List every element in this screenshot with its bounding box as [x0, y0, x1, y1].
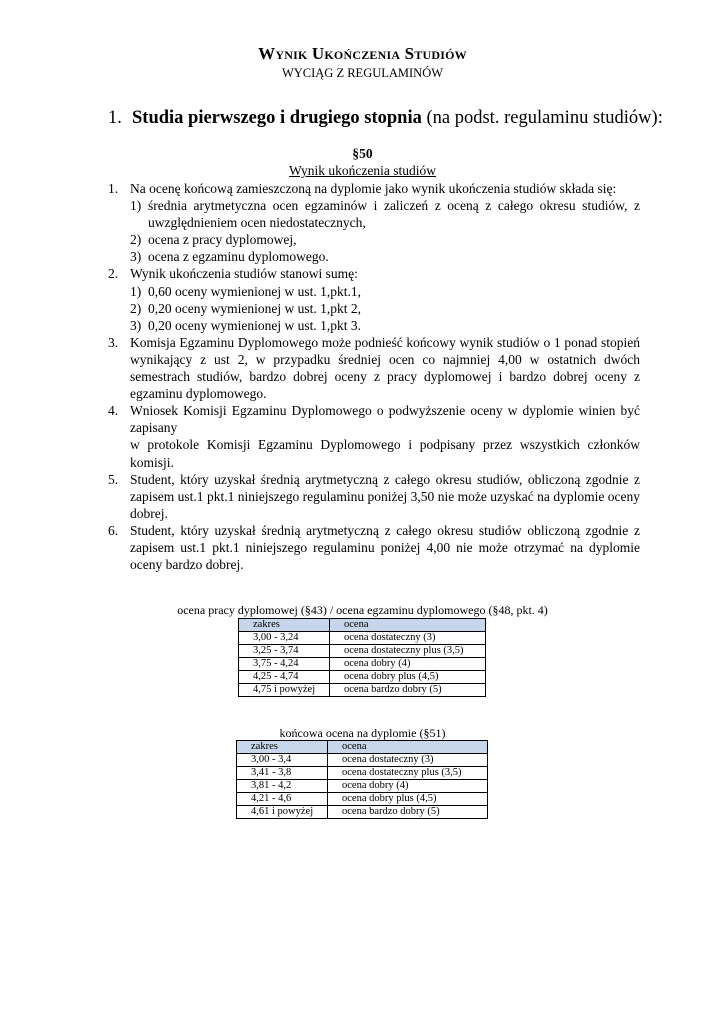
section-heading	[108, 108, 668, 129]
section-number: 1.	[108, 108, 122, 128]
regulation-list	[108, 180, 640, 573]
sub-item-text: 0,60 oceny wymienionej w ust. 1,pkt.1,	[148, 283, 361, 299]
table-row	[237, 806, 488, 819]
list-item	[108, 402, 640, 470]
item-text: Wynik ukończenia studiów stanowi sumę:	[130, 266, 358, 282]
grade-cell: ocena dobry (4)	[330, 658, 486, 671]
item-number: 3.	[108, 334, 119, 350]
range-cell: 3,81 - 4,2	[237, 780, 328, 793]
thesis-grade-table	[238, 618, 486, 697]
range-cell: 4,61 i powyżej	[237, 806, 328, 819]
item-text: Student, który uzyskał średnią arytmetyczną z całego okresu studiów, obliczoną zgodnie z zapisem ust.1 pkt.1 niniejszego regulaminu poniżej 3,50 nie może uzyskać na dyplomie oceny dobrej.	[130, 471, 640, 521]
paragraph-number: §50	[352, 146, 373, 161]
grade-cell: ocena dobry plus (4,5)	[330, 671, 486, 684]
sub-item	[130, 317, 640, 334]
sub-item-text: ocena z pracy dyplomowej,	[148, 232, 297, 248]
table-row	[237, 754, 488, 767]
table1-caption: ocena pracy dyplomowej (§43) / ocena egzaminu dyplomowego (§48, pkt. 4)	[177, 603, 548, 617]
sub-item-number: 3)	[130, 317, 142, 333]
table-row	[239, 632, 486, 645]
final-grade-table	[236, 740, 488, 819]
item-text: Student, który uzyskał średnią arytmetyczną z całego okresu studiów obliczoną zgodnie z zapisem ust.1 pkt.1 niniejszego regulaminu poniżej 4,00 nie może otrzymać na dyplomie oceny bardzo dobrej.	[130, 522, 640, 573]
sub-item-number: 2)	[130, 232, 142, 248]
range-cell: 3,75 - 4,24	[239, 658, 330, 671]
document-title: Wynik Ukończenia Studiów	[258, 44, 467, 63]
sub-item	[130, 283, 640, 300]
table-row	[239, 658, 486, 671]
list-item	[108, 334, 640, 402]
item-number: 2.	[108, 266, 119, 282]
range-cell: 4,21 - 4,6	[237, 793, 328, 806]
sub-item-number: 1)	[130, 283, 142, 299]
table-row	[239, 645, 486, 658]
sub-item-text: ocena z egzaminu dyplomowego.	[148, 249, 329, 265]
range-cell: 4,75 i powyżej	[239, 684, 330, 697]
table-row	[237, 767, 488, 780]
list-item	[108, 180, 640, 265]
range-cell: 3,00 - 3,4	[237, 754, 328, 767]
item-number: 1.	[108, 181, 119, 196]
grade-cell: ocena bardzo dobry (5)	[328, 806, 488, 819]
range-cell: 3,25 - 3,74	[239, 645, 330, 658]
table-header-row	[239, 619, 486, 632]
list-item	[108, 265, 640, 333]
sub-item-text: średnia arytmetyczna ocen egzaminów i zaliczeń z oceną z całego okresu studiów, z uwzględnieniem ocen niedostatecznych,	[148, 198, 640, 231]
sub-item	[130, 197, 640, 231]
grade-cell: ocena dobry (4)	[328, 780, 488, 793]
table-row	[239, 671, 486, 684]
grade-cell: ocena dostateczny (3)	[328, 754, 488, 767]
section-title-bold: Studia pierwszego i drugiego stopnia	[132, 108, 422, 128]
table-row	[239, 684, 486, 697]
item-number: 4.	[108, 403, 119, 419]
paragraph-title: Wynik ukończenia studiów	[289, 163, 436, 178]
grade-cell: ocena bardzo dobry (5)	[330, 684, 486, 697]
column-header: ocena	[328, 741, 488, 754]
sub-item-number: 3)	[130, 249, 142, 265]
range-cell: 3,41 - 3,8	[237, 767, 328, 780]
sub-item-number: 2)	[130, 300, 142, 316]
range-cell: 4,25 - 4,74	[239, 671, 330, 684]
grade-cell: ocena dobry plus (4,5)	[328, 793, 488, 806]
column-header: zakres	[239, 619, 330, 632]
table2-caption: końcowa ocena na dyplomie (§51)	[279, 726, 446, 740]
column-header: zakres	[237, 741, 328, 754]
grade-cell: ocena dostateczny plus (3,5)	[330, 645, 486, 658]
grade-cell: ocena dostateczny (3)	[330, 632, 486, 645]
sub-item-number: 1)	[130, 198, 142, 214]
table-header-row	[237, 741, 488, 754]
sub-item-text: 0,20 oceny wymienionej w ust. 1,pkt 2,	[148, 300, 361, 316]
table-row	[237, 793, 488, 806]
item-text: Na ocenę końcową zamieszczoną na dyplomie jako wynik ukończenia studiów składa się:	[130, 181, 617, 196]
sub-item	[130, 248, 640, 265]
item-text-line-1: Wniosek Komisji Egzaminu Dyplomowego o podwyższenie oceny w dyplomie winien być zapisany	[130, 403, 640, 436]
list-item	[108, 471, 640, 522]
item-text-line-2: w protokole Komisji Egzaminu Dyplomowego i podpisany przez wszystkich członków komisji.	[130, 437, 640, 470]
grade-cell: ocena dostateczny plus (3,5)	[328, 767, 488, 780]
column-header: ocena	[330, 619, 486, 632]
item-number: 5.	[108, 471, 119, 487]
sub-item	[130, 231, 640, 248]
table-row	[237, 780, 488, 793]
item-text: Komisja Egzaminu Dyplomowego może podnieść końcowy wynik studiów o 1 ponad stopień wynikający z ust 2, w przypadku średniej ocen co najmniej 4,00 w ostatnich dwóch semestrach studiów, bardzo dobrej oceny z pracy dyplomowej i bardzo dobrej oceny z egzaminu dyplomowego.	[130, 334, 640, 402]
range-cell: 3,00 - 3,24	[239, 632, 330, 645]
item-number: 6.	[108, 522, 119, 538]
section-title-rest: (na podst. regulaminu studiów):	[421, 108, 663, 128]
sub-item-text: 0,20 oceny wymienionej w ust. 1,pkt 3.	[148, 317, 361, 333]
sub-item	[130, 300, 640, 317]
document-subtitle: WYCIĄG Z REGULAMINÓW	[281, 66, 444, 80]
list-item	[108, 522, 640, 573]
